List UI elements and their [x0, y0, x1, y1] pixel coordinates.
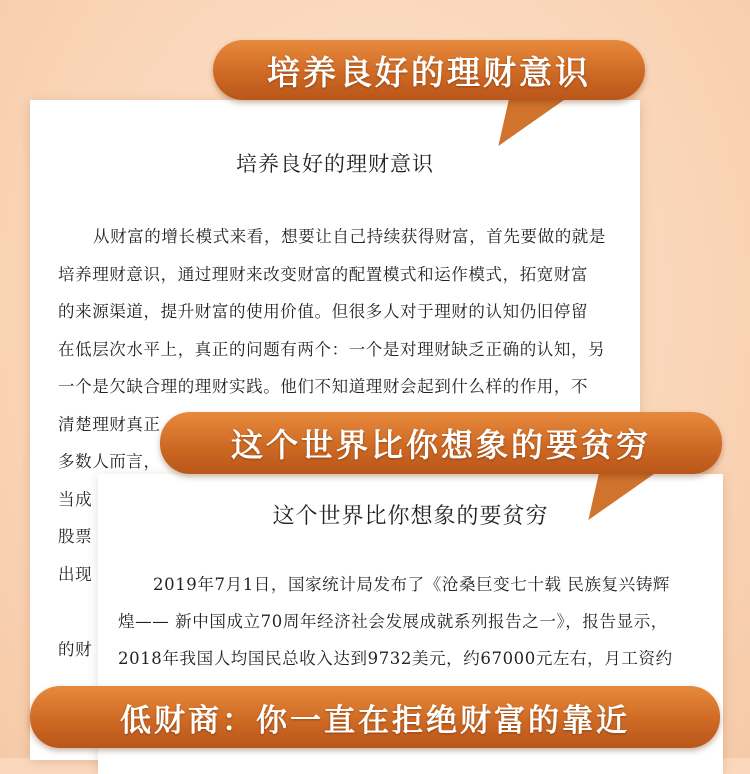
text-line: 2018年我国人均国民总收入达到9732美元，约67000元左右，月工资约 [118, 649, 673, 668]
text-line: 在低层次水平上，真正的问题有两个：一个是对理财缺乏正确的认知，另 [58, 339, 606, 359]
text-line: 多数人而言， [58, 452, 161, 471]
text-line: 出现 [58, 564, 93, 584]
heading-banner-poverty: 这个世界比你想象的要贫穷 [160, 412, 722, 474]
text-line: 的财 [58, 639, 93, 659]
text-line: 一个是欠缺合理的理财实践。他们不知道理财会起到什么样的作用，不 [58, 377, 589, 396]
text-line: 从财富的增长模式来看，想要让自己持续获得财富，首先要做的就是 [93, 227, 606, 246]
text-line: 培养理财意识，通过理财来改变财富的配置模式和运作模式，拓宽财富 [58, 264, 589, 284]
page-title: 培养良好的理财意识 [236, 152, 434, 176]
heading-banner-low-financial-iq: 低财商：你一直在拒绝财富的靠近 [30, 686, 720, 748]
heading-banner-financial-awareness: 培养良好的理财意识 [213, 40, 645, 100]
text-line: 当成 [58, 489, 93, 509]
text-line: 清楚理财真正 [58, 414, 161, 434]
text-line: 股票 [58, 527, 93, 546]
page-title: 这个世界比你想象的要贫穷 [272, 504, 549, 529]
paragraph [118, 566, 703, 677]
text-line: 的来源渠道，提升财富的使用价值。但很多人对于理财的认知仍旧停留 [58, 302, 589, 321]
text-line: 煌—— 新中国成立70周年经济社会发展成就系列报告之一》，报告显示， [118, 612, 668, 631]
text-line: 2019年7月1日，国家统计局发布了《沧桑巨变七十载 民族复兴铸辉 [153, 575, 671, 594]
